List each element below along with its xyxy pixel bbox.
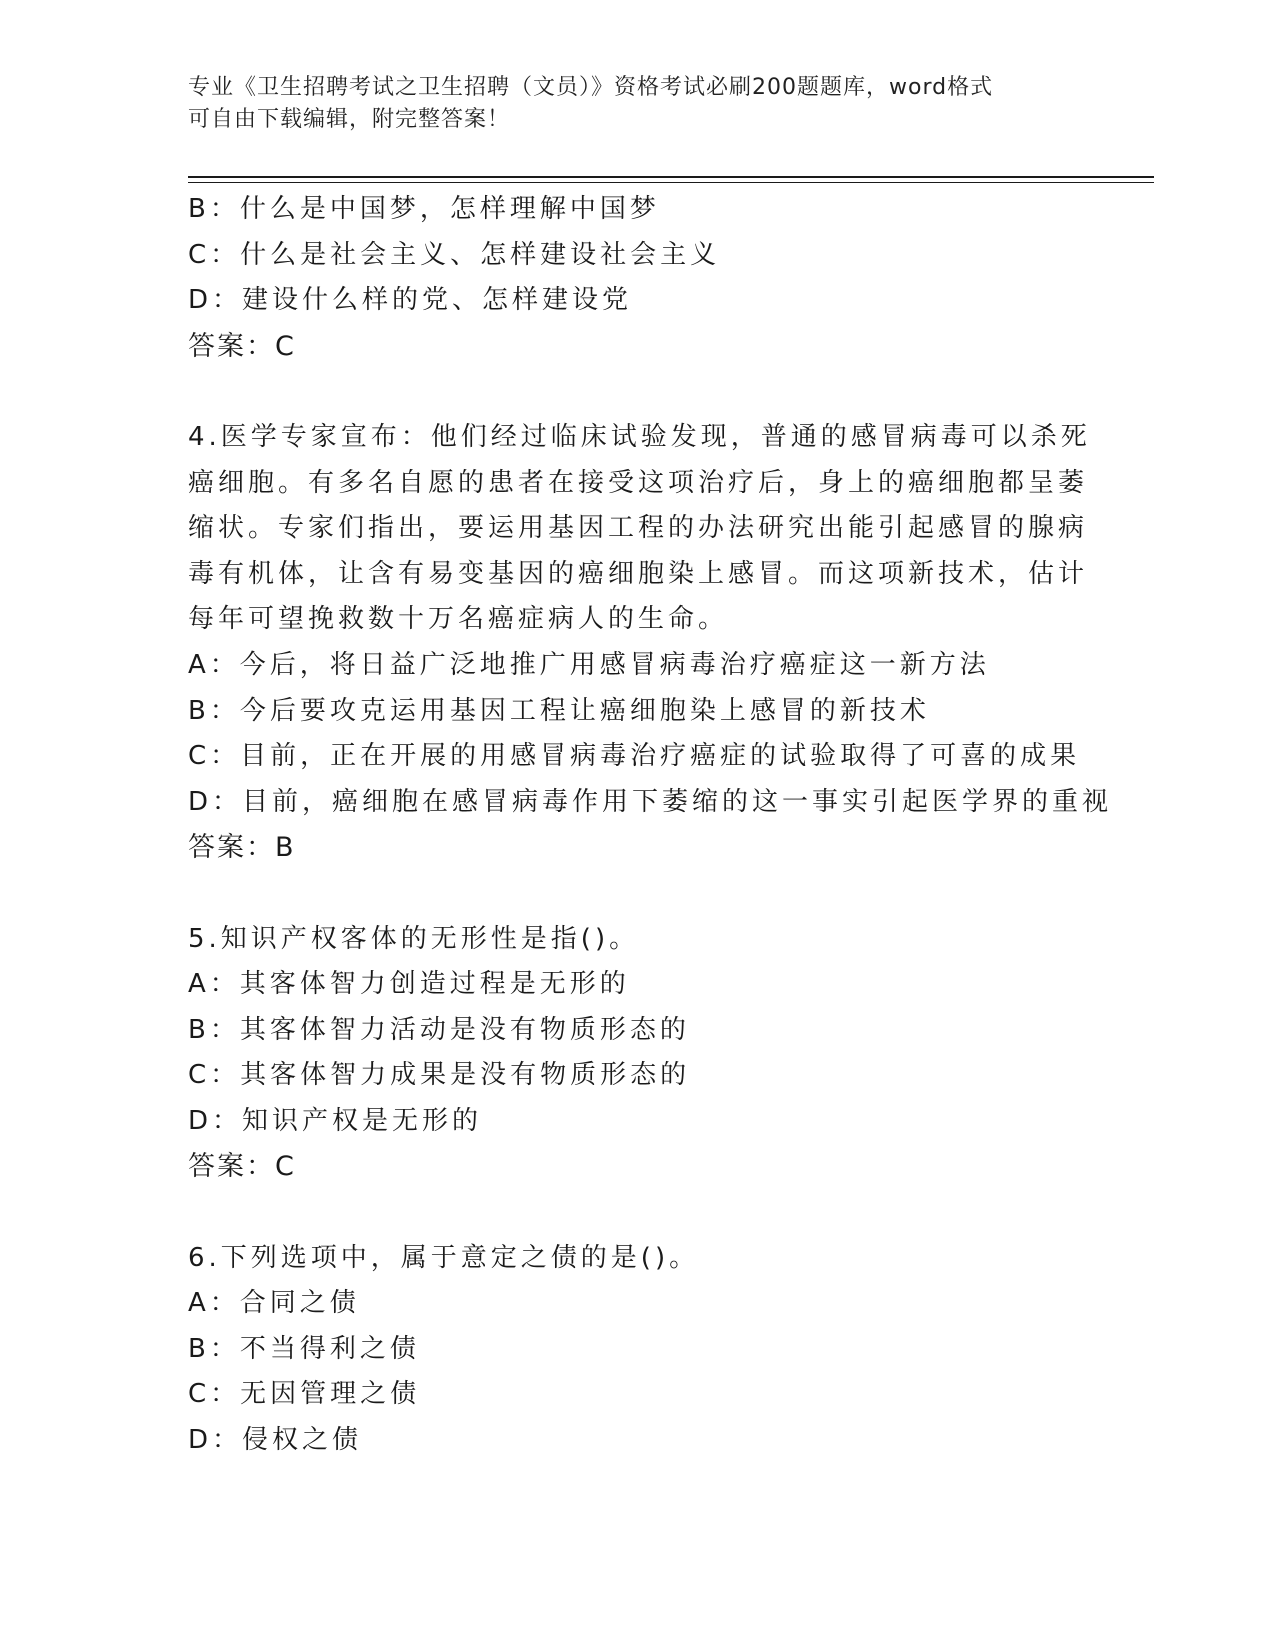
header-line-2: 可自由下载编辑，附完整答案！ — [188, 107, 511, 132]
question-4-text-line-2: 癌细胞。有多名自愿的患者在接受这项治疗后，身上的癌细胞都呈萎 — [188, 467, 1089, 498]
question-5-option-d: D：知识产权是无形的 — [188, 1105, 483, 1136]
question-6-option-d: D：侵权之债 — [188, 1425, 363, 1456]
document-header — [188, 72, 1068, 136]
question-spacer — [188, 1190, 1088, 1236]
question-4-text-line-5: 每年可望挽救数十万名癌症病人的生命。 — [188, 604, 729, 635]
question-spacer — [188, 871, 1088, 917]
question-6-option-b: B：不当得利之债 — [188, 1333, 420, 1364]
question-4-text-line-1: 4.医学专家宣布：他们经过临床试验发现，普通的感冒病毒可以杀死 — [188, 421, 1091, 452]
question-3-option-b: B：什么是中国梦，怎样理解中国梦 — [188, 194, 660, 224]
question-6-option-c: C：无因管理之债 — [188, 1379, 421, 1410]
question-5-answer: 答案：C — [188, 1151, 296, 1183]
question-5-option-c: C：其客体智力成果是没有物质形态的 — [188, 1060, 691, 1091]
question-4-text-line-3: 缩状。专家们指出，要运用基因工程的办法研究出能引起感冒的腺病 — [188, 513, 1089, 544]
question-4-option-b: B：今后要攻克运用基因工程让癌细胞染上感冒的新技术 — [188, 695, 930, 726]
question-5-text: 5.知识产权客体的无形性是指()。 — [188, 923, 640, 954]
question-5-option-a: A：其客体智力创造过程是无形的 — [188, 969, 630, 1000]
question-6-option-a: A：合同之债 — [188, 1288, 360, 1319]
question-6-text: 6.下列选项中，属于意定之债的是()。 — [188, 1242, 700, 1273]
question-4 — [188, 415, 1113, 871]
question-5 — [188, 917, 1088, 1191]
question-4-answer: 答案：B — [188, 832, 296, 864]
header-line-1: 专业《卫生招聘考试之卫生招聘（文员）》资格考试必刷200题题库，word格式 — [188, 75, 994, 100]
question-3-option-d: D：建设什么样的党、怎样建设党 — [188, 285, 633, 316]
question-4-option-c: C：目前，正在开展的用感冒病毒治疗癌症的试验取得了可喜的成果 — [188, 741, 1081, 772]
question-4-text-line-4: 毒有机体，让含有易变基因的癌细胞染上感冒。而这项新技术，估计 — [188, 558, 1089, 589]
question-6 — [188, 1236, 1088, 1464]
question-4-option-d: D：目前，癌细胞在感冒病毒作用下萎缩的这一事实引起医学界的重视 — [188, 786, 1113, 817]
question-3-option-c: C：什么是社会主义、怎样建设社会主义 — [188, 239, 721, 270]
question-4-option-a: A：今后，将日益广泛地推广用感冒病毒治疗癌症这一新方法 — [188, 649, 990, 680]
question-spacer — [188, 369, 1088, 415]
question-5-option-b: B：其客体智力活动是没有物质形态的 — [188, 1014, 690, 1045]
header-divider-thick — [188, 176, 1154, 178]
question-3-answer: 答案：C — [188, 330, 296, 362]
question-3 — [188, 187, 1088, 369]
question-list — [188, 187, 1113, 1464]
header-divider-thin — [188, 182, 1154, 183]
